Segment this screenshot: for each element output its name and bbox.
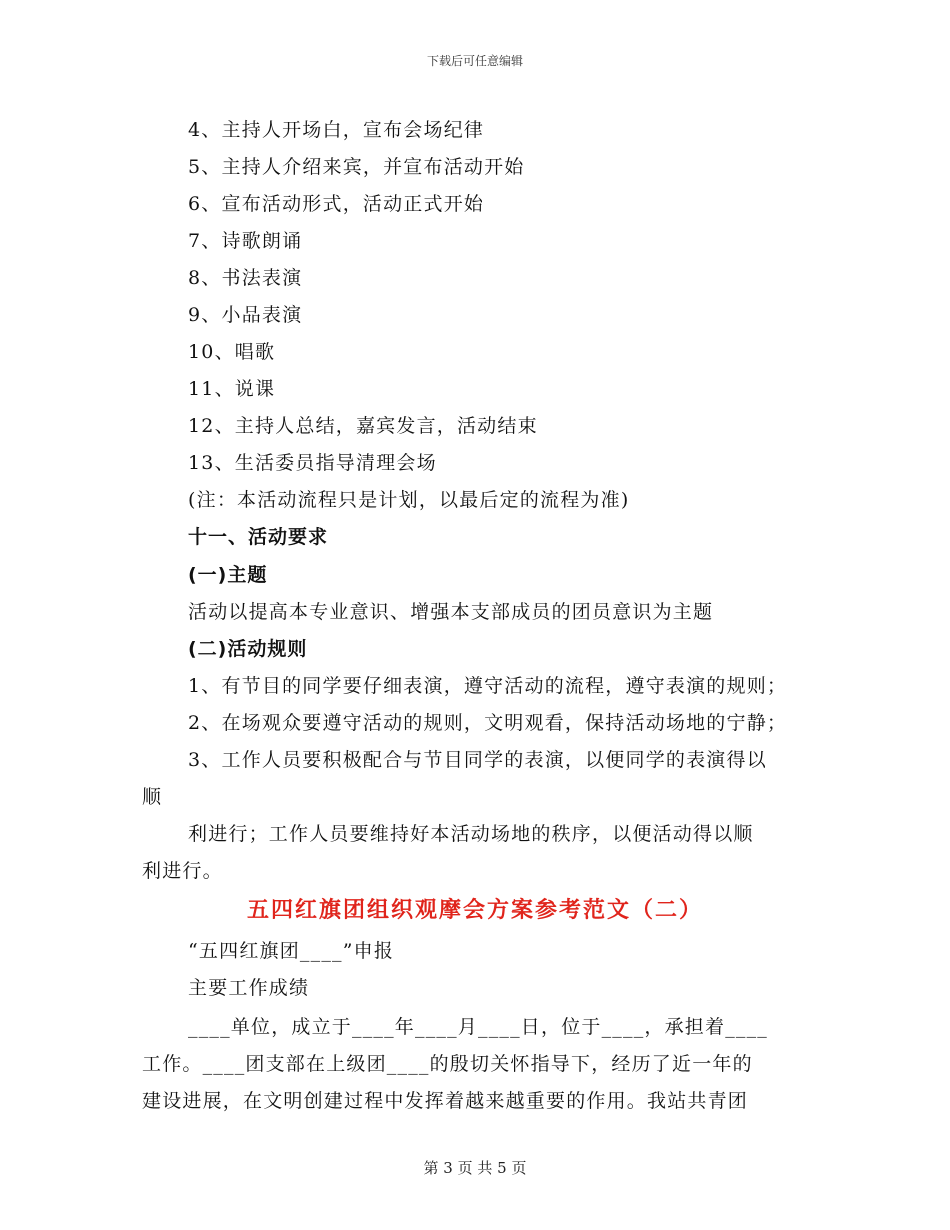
document-title: 五四红旗团组织观摩会方案参考范文（二） xyxy=(246,898,703,923)
body-paragraph-line: 建设进展，在文明创建过程中发挥着越来越重要的作用。我站共青团 xyxy=(142,1090,749,1112)
rule-item: 1、有节目的同学要仔细表演，遵守活动的流程，遵守表演的规则； xyxy=(188,675,788,697)
program-item: 10、唱歌 xyxy=(188,341,276,363)
rule-continuation: 利进行；工作人员要维持好本活动场地的秩序，以便活动得以顺 xyxy=(188,823,754,845)
subsection-heading-theme: (一)主题 xyxy=(188,564,268,586)
rule-item: 2、在场观众要遵守活动的规则，文明观看，保持活动场地的宁静； xyxy=(188,712,788,734)
rule-continuation: 利进行。 xyxy=(142,860,223,882)
subsection-heading-rules: (二)活动规则 xyxy=(188,638,308,660)
page-footer: 第 3 页 共 5 页 xyxy=(423,1159,527,1177)
section-heading: 十一、活动要求 xyxy=(188,526,329,548)
application-title: “五四红旗团____”申报 xyxy=(188,940,395,962)
rule-item: 3、工作人员要积极配合与节目同学的表演，以便同学的表演得以 xyxy=(188,749,767,771)
program-item: 8、书法表演 xyxy=(188,267,303,289)
body-paragraph-line: 工作。____团支部在上级团____的殷切关怀指导下，经历了近一年的 xyxy=(142,1053,753,1075)
theme-text: 活动以提高本专业意识、增强本支部成员的团员意识为主题 xyxy=(188,601,714,623)
program-item: 11、说课 xyxy=(188,378,276,400)
rule-wrap-text: 顺 xyxy=(142,786,163,808)
program-item: 9、小品表演 xyxy=(188,304,303,326)
program-item: 4、主持人开场白，宣布会场纪律 xyxy=(188,119,485,141)
page-header: 下载后可任意编辑 xyxy=(426,54,523,68)
program-item: 6、宣布活动形式，活动正式开始 xyxy=(188,193,485,215)
flow-note: (注：本活动流程只是计划，以最后定的流程为准) xyxy=(188,489,630,511)
program-item: 5、主持人介绍来宾，并宣布活动开始 xyxy=(188,156,525,178)
program-item: 7、诗歌朗诵 xyxy=(188,230,303,252)
program-item: 13、生活委员指导清理会场 xyxy=(188,452,437,474)
program-item: 12、主持人总结，嘉宾发言，活动结束 xyxy=(188,415,538,437)
achievements-heading: 主要工作成绩 xyxy=(188,977,310,999)
body-paragraph-line: ____单位，成立于____年____月____日，位于____，承担着____ xyxy=(188,1016,769,1038)
